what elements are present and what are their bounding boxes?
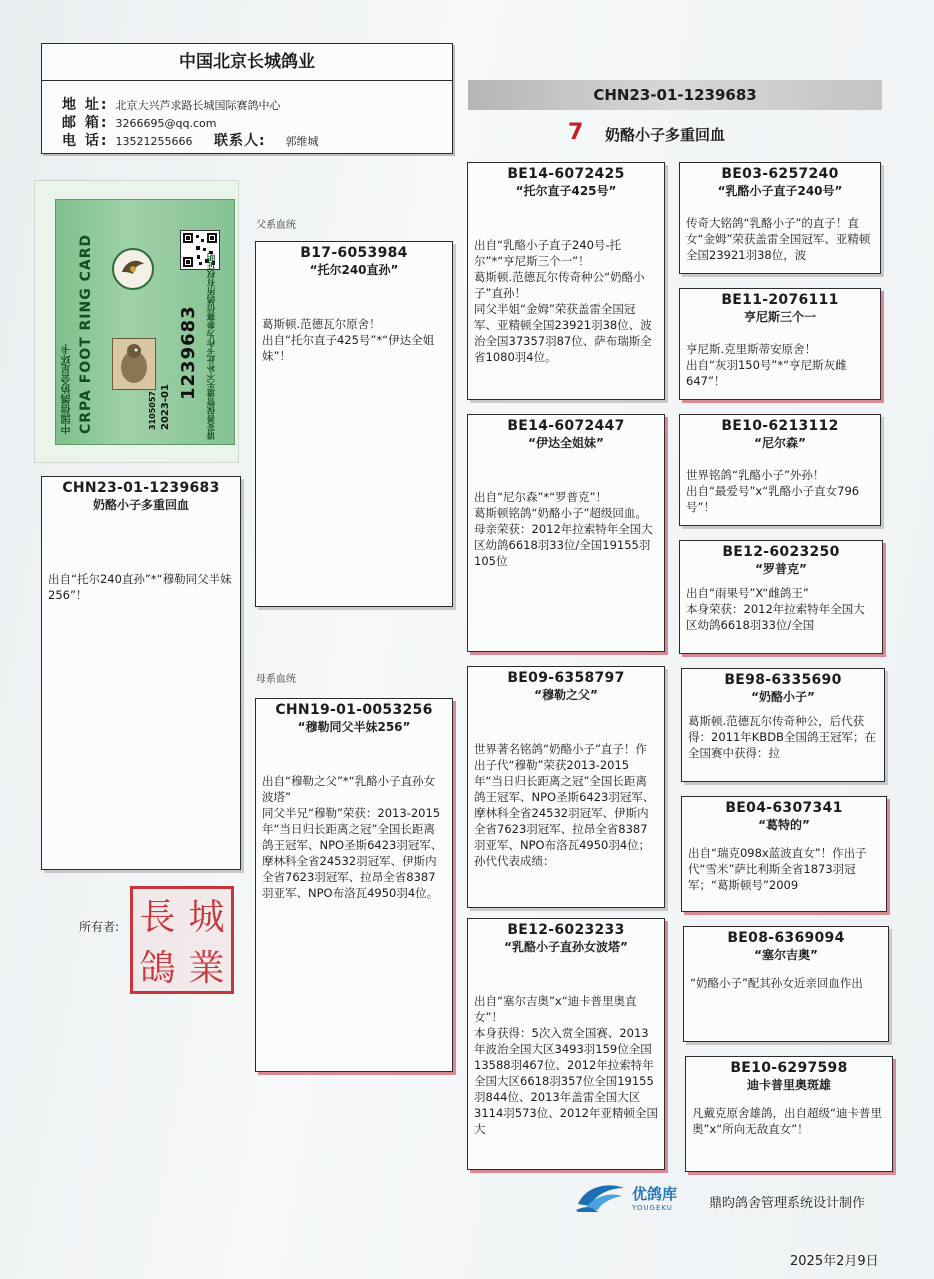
great-grandparent-desc: 传奇大铭鸽“乳酪小子”的直子！直女“金姆”荣获盖雷全国冠军、亚精顿全国23921羽38位，波 (686, 216, 871, 262)
subject-name: 奶酪小子多重回血 (92, 498, 189, 512)
contact-value: 郭维城 (285, 135, 319, 148)
great-grandparent-ring: BE08-6369094 (727, 930, 845, 946)
great-grandparent-desc: 世界铭鸽“乳酪小子”外孙！ 出自“最爱号”x“乳酪小子直女796号”！ (686, 468, 860, 514)
sire-desc: 葛斯顿.范德瓦尔原舍！ 出自“托尔直子425号”*“伊达全姐妹”！ (262, 317, 435, 363)
grandparent-ring: BE14-6072425 (507, 166, 625, 182)
grandparent-desc: 出自“乳酪小子直子240号-托尔”*“亨尼斯三个一”！ 葛斯顿.范德瓦尔传奇种公“奶酪小子”直孙！ 同父半姐“金姆”荣获盖雷全国冠军、亚精顿全国23921羽38位、波治全国37357羽87位、萨布瑞斯全省1080羽4位。 (474, 238, 652, 364)
great-grandparent-name: “罗普克” (755, 562, 807, 576)
great-grandparent-name: “乳酪小子直子240号” (717, 184, 843, 198)
great-grandparent-ring: BE10-6297598 (730, 1060, 848, 1076)
address-value: 北京大兴芦求路长城国际赛鸽中心 (115, 99, 281, 112)
ring-card-face (55, 199, 235, 445)
great-grandparent-desc: “奶酪小子”配其孙女近亲回血作出 (690, 976, 863, 990)
dove-emblem-icon (114, 250, 152, 288)
grandparent-name: “伊达全姐妹” (528, 436, 604, 450)
dam-name: “穆勒同父半妹256” (297, 720, 411, 734)
email-row (62, 114, 216, 132)
phone-label: 电 话: (62, 133, 109, 149)
ring-card-title: CRPA FOOT RING CARD (78, 233, 94, 434)
great-grandparent-desc: 亨尼斯.克里斯蒂安原舍！ 出自“灰羽150号”*“亨尼斯灰雌647”！ (686, 342, 847, 388)
yougeku-logo-icon (572, 1180, 630, 1214)
dam-desc: 出自“穆勒之父”*“乳酪小子直孙女波塔” 同父半兄“穆勒”荣获：2013-2015年“当日归长距离之冠”全国长距离鸽王冠军、NPO圣斯6423羽冠军、摩林科全省24532羽冠军、伊斯内全省7623羽冠军、拉昂全省8387羽亚军、NPO布洛瓦4950羽4位。 (262, 774, 443, 900)
subject-name-heading: 奶酪小子多重回血 (605, 126, 726, 144)
subject-ring: CHN23-01-1239683 (62, 480, 220, 496)
breeder-header (41, 43, 453, 154)
seal-char: 業 (188, 948, 225, 989)
grandparent-box (467, 666, 665, 908)
great-grandparent-box (685, 1056, 893, 1172)
grandparent-box (467, 162, 665, 400)
seal-char: 長 (139, 897, 176, 938)
dam-box (255, 698, 453, 1072)
great-grandparent-name: 亨尼斯三个一 (743, 310, 816, 324)
ring-card-note: 请妥善保管遗失不补此卡作为参赛信鸽所有权证明 (207, 253, 217, 440)
great-grandparent-ring: BE11-2076111 (721, 292, 839, 308)
address-row (62, 96, 281, 114)
footer-brand: 优鸽库 (632, 1185, 678, 1203)
foot-ring-card (34, 180, 239, 463)
subject-box (41, 476, 241, 870)
great-grandparent-box (679, 414, 881, 526)
great-grandparent-name: “奶酪小子” (751, 690, 815, 704)
ring-card-serial: 3105057 (148, 391, 157, 430)
owner-seal (130, 886, 234, 994)
great-grandparent-desc: 出自“瑞克098x蓝波直女”！作出子代“雪米”萨比利斯全省1873羽冠军；“葛斯顿号”2009 (688, 846, 867, 892)
great-grandparent-name: “尼尔森” (754, 436, 806, 450)
grandparent-desc: 出自“尼尔森”*“罗普克”！ 葛斯顿铭鸽“奶酪小子”超级回血。 母亲荣获：2012年拉索特年全国大区幼鸽6618羽33位/全国19155羽105位 (474, 490, 653, 568)
grandparent-ring: BE12-6023233 (507, 922, 625, 938)
contact-label: 联系人: (214, 133, 266, 149)
great-grandparent-box (681, 668, 885, 782)
ring-card-logo (112, 248, 154, 290)
sire-box (255, 241, 453, 607)
owner-label: 所有者: (79, 920, 120, 934)
grandparent-name: “乳酪小子直孙女波塔” (504, 940, 628, 954)
great-grandparent-ring: BE04-6307341 (725, 800, 843, 816)
dam-ring: CHN19-01-0053256 (275, 702, 433, 718)
great-grandparent-box (683, 926, 889, 1042)
great-grandparent-desc: 凡戴克原舍雄鸽，出自超级“迪卡普里奥”x“所向无敌直女”！ (692, 1106, 882, 1136)
phone-value: 13521255666 (115, 135, 193, 148)
great-grandparent-box (679, 288, 881, 400)
great-grandparent-ring: BE10-6213112 (721, 418, 839, 434)
phone-row (62, 132, 319, 150)
sire-name: “托尔240直孙” (309, 263, 399, 277)
great-grandparent-box (679, 540, 883, 654)
grandparent-name: “托尔直子425号” (515, 184, 617, 198)
great-grandparent-ring: BE03-6257240 (721, 166, 839, 182)
handwritten-mark: 7 (568, 120, 584, 145)
grandparent-name: “穆勒之父” (534, 688, 598, 702)
grandparent-box (467, 414, 665, 652)
great-grandparent-ring: BE98-6335690 (724, 672, 842, 688)
sire-line-label: 父系血统 (256, 220, 296, 231)
great-grandparent-box (679, 162, 881, 274)
ring-card-org: 中国信鸽协会足环卡 (62, 344, 73, 434)
grandparent-desc: 出自“塞尔吉奥”x“迪卡普里奥直女”！ 本身获得：5次入赏全国赛、2013年波治全国大区3493羽159位全国13588羽467位、2012年拉索特年全国大区6618羽357位全国19155羽844位、2013年盖雷全国大区3114羽573位、2012年亚精顿全国大 (474, 994, 658, 1136)
company-name: 中国北京长城鸽业 (42, 44, 452, 81)
grandparent-ring: BE14-6072447 (507, 418, 625, 434)
great-grandparent-desc: 葛斯顿.范德瓦尔传奇种公，后代获得：2011年KBDB全国鸽王冠军；在全国赛中获得：拉 (688, 714, 876, 760)
seal-char: 鴿 (139, 948, 176, 989)
subject-desc: 出自“托尔240直孙”*“穆勒同父半妹256”！ (48, 572, 232, 602)
great-grandparent-box (681, 796, 887, 912)
seal-char: 城 (188, 897, 225, 938)
grandparent-ring: BE09-6358797 (507, 670, 625, 686)
subject-ring-banner: CHN23-01-1239683 (468, 80, 882, 110)
address-label: 地 址: (62, 97, 109, 113)
sire-ring: B17-6053984 (300, 245, 408, 261)
grandparent-desc: 世界著名铭鸽“奶酪小子”直子！作出子代“穆勒”荣获2013-2015年“当日归长距离之冠”全国长距离鸽王冠军、NPO圣斯6423羽冠军、摩林科全省24532羽冠军、伊斯内全省7623羽冠军、拉昂全省8387羽亚军、NPO布洛瓦4950羽4位； 孙代代表成绩： (474, 742, 655, 868)
grandparent-box (467, 918, 665, 1170)
print-date: 2025年2月9日 (790, 1254, 879, 1269)
email-value: 3266695@qq.com (115, 117, 217, 130)
great-grandparent-name: 迪卡普里奥斑雄 (746, 1078, 831, 1092)
ring-card-number: 1239683 (178, 305, 199, 400)
great-grandparent-ring: BE12-6023250 (722, 544, 840, 560)
great-grandparent-name: “塞尔吉奥” (754, 948, 818, 962)
footer-brand-sub: YOUGEKU (632, 1204, 673, 1212)
great-grandparent-name: “葛特的” (758, 818, 810, 832)
footer-credit: 鼎昀鸽舍管理系统设计制作 (709, 1196, 866, 1211)
ring-card-year: 2023-01 (160, 384, 171, 430)
dam-line-label: 母系血统 (256, 674, 296, 685)
great-grandparent-desc: 出自“雨果号”X“雌鸽王” 本身荣获：2012年拉索特年全国大区幼鸽6618羽33位/全国 (686, 586, 865, 632)
email-label: 邮 箱: (62, 115, 109, 131)
